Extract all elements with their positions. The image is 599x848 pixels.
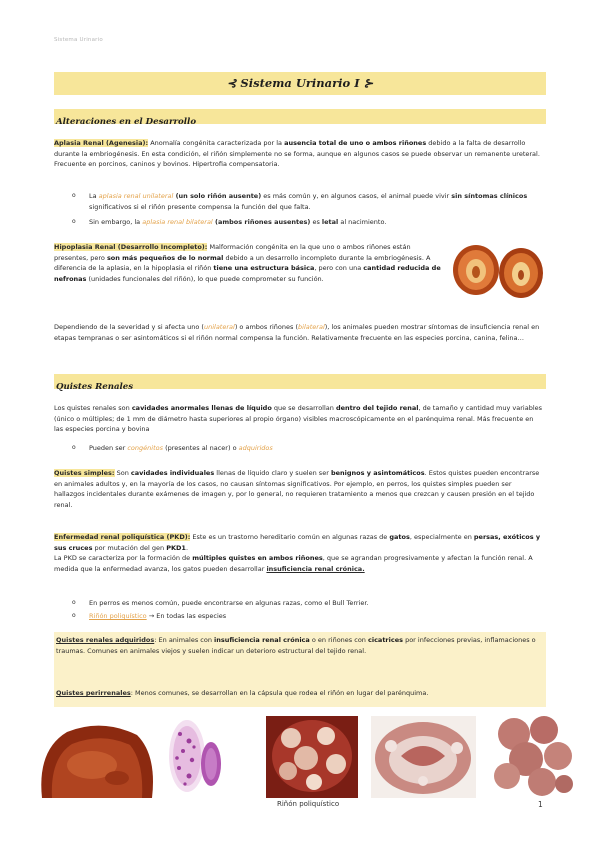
orange-run: adquiridos [238,444,273,452]
orange-run: unilateral [203,323,235,331]
bold-run: insuficiencia renal crónica [214,636,310,644]
callout-box [54,632,546,707]
bold-run: ausencia total de uno o ambos riñones [284,139,427,147]
text-run: ), los animales pueden mostrar síntomas de insuficiencia renal en etapas tempranas o ser asintomáticos si el riñón normal compensa la función. Relativamente frecuente en las especies porcina, canina, felina… [54,323,540,342]
text-run: : Menos comunes, se desarrollan en la cápsula que rodea el riñón en lugar del parénquima. [130,689,429,697]
text-run: significativos si el riñón presente compensa la función del que falta. [89,202,311,211]
term-label: Quistes simples: [54,469,115,477]
pkd-paragraph [54,532,544,575]
bold-run: persas, exóticos y sus cruces [54,533,541,552]
orange-run: aplasia renal bilateral [142,218,213,226]
bold-run: cicatrices [368,636,403,644]
text-run: Anomalía congénita caracterizada por la [148,139,285,147]
text-run: La PKD se caracteriza por la formación de [54,554,193,563]
text-run: es [310,218,322,226]
hypoplastic-kidney-photo [451,242,545,300]
section-header-quistes [54,374,546,392]
text-run: , que se agrandan progresivamente y afectan la función renal. A medida que la enfermedad avanza, los gatos pueden desarrollar [54,554,533,574]
section-header-desarrollo [54,109,546,127]
cyst-kidney-photo [32,720,157,798]
text-run: debido a la falta de desarrollo durante la embriogénesis. En esta condición, el riñón simplemente no se forma, aunque en algunos casos se puede observar un remanente ureteral. Frecuente en porcinos, caninos y bovinos. Hipertrofia compensatoria. [54,139,540,169]
aplasia-paragraph [54,138,544,170]
text-run: debido a un desarrollo incompleto durante la embriogénesis. A diferencia de la aplasia, en la hipoplasia el riñón [54,253,431,273]
cystic-kidney-section-photo [371,716,476,798]
text-run: al nacimiento. [338,218,387,226]
underlined-run: insuficiencia renal crónica. [266,565,365,574]
bullet-icon: o [72,612,76,619]
term-label: Quistes perirrenales [56,689,131,697]
term-label: Hipoplasia Renal (Desarrollo Incompleto): [54,243,208,251]
section-header-text: Alteraciones en el Desarrollo [56,117,197,127]
quistes-paragraph [54,403,544,435]
text-run: (presentes al nacer) o [163,444,239,452]
perirrenales-paragraph [54,688,544,699]
bold-run: letal [321,218,339,226]
bold-run: gatos [389,533,410,541]
page-title-text: ⊰ Sistema Urinario I ⊱ [226,76,374,90]
text-run: , de tamaño y cantidad muy variables (único o múltiples; de 1 mm de diámetro hasta superiores al propio órgano) visibles macroscópicamente en el parénquima renal. Más frecuente en las especies porcina y bovina [54,404,543,434]
bullet-icon: o [72,192,76,199]
list-item [72,598,542,609]
text-run: ) o ambos riñones ( [234,323,299,331]
orange-run: bilateral [298,323,325,331]
text-run: En perros es menos común, puede encontrarse en algunas razas, como el Bull Terrier. [89,599,369,607]
bold-run: cavidades anormales llenas de líquido [131,404,272,412]
bold-run: cantidad reducida de nefronas [54,264,441,284]
text-run: Este es un trastorno hereditario común en algunas razas de [190,533,390,541]
term-label: Aplasia Renal (Agenesia): [54,139,149,147]
text-run: Pueden ser [89,444,128,452]
page-title [54,72,546,95]
polycystic-kidney-photo [266,716,358,798]
text-run: . Estos quistes pueden encontrarse en animales adultos y, en la mayoría de los casos, no causan síntomas significativos. Por ejemplo, en perros, los quistes simples pueden ser hallazgos incidentales durante exámenes de imagen y, por lo general, no requieren tratamiento a menos que crezcan y causen presión en el tejido renal. [54,469,540,510]
list-item [72,217,542,228]
bullet-icon: o [72,444,76,451]
text-run: Dependiendo de la severidad y si afecta uno ( [54,323,204,331]
text-run: La [89,192,99,200]
bold-run: son más pequeños de lo normal [106,253,224,262]
bold-run: PKD1 [166,543,186,552]
text-run: (unidades funcionales del riñón), lo que puede comprometer su función. [86,275,324,284]
text-run: Malformación congénita en la que uno o ambos riñones están presentes, pero [54,243,411,262]
bold-run: dentro del tejido renal [335,404,419,412]
bullet-icon: o [72,218,76,225]
orange-run: aplasia renal unilateral [98,192,174,200]
list-item [72,611,542,622]
text-run: o en riñones con [309,636,368,644]
bold-run: sin síntomas clínicos [451,192,528,200]
figure-caption: Riñón poliquístico [277,800,340,808]
text-run: Los quistes renales son [54,404,132,412]
text-run: Sin embargo, la [89,218,143,226]
text-run: que se desarrollan [271,404,336,412]
bold-run: múltiples quistes en ambos riñones [192,554,323,563]
bullet-icon: o [72,599,76,606]
bold-run: cavidades individuales [130,469,215,477]
text-run: , pero con una [314,264,364,273]
lobulated-kidney-photo [492,714,574,798]
section-header-text: Quistes Renales [56,382,134,392]
term-label: Enfermedad renal poliquística (PKD): [54,533,191,541]
simples-paragraph [54,468,544,511]
bold-run: (ambos riñones ausentes) [212,218,311,226]
list-item [72,443,542,454]
text-run: , especialmente en [409,533,474,541]
text-run: . [185,543,189,552]
histology-kidney-photo [165,716,223,796]
text-run: por mutación del gen [92,543,167,552]
text-run: es más común y, en algunos casos, el animal puede vivir [261,192,452,200]
text-run: → En todas las especies [146,612,227,620]
adquiridos-paragraph [54,635,544,656]
text-run: : En animales con [154,636,215,644]
bold-run: benignos y asintomáticos [330,469,425,477]
hipoplasia-severity-paragraph [54,322,544,343]
hipoplasia-paragraph [54,242,442,285]
page-number: 1 [538,800,543,809]
running-header: Sistema Urinario [54,37,103,43]
list-item [72,191,542,212]
orange-run: congénitos [127,444,163,452]
text-run: Son [114,469,131,477]
bold-run: tiene una estructura básica [213,264,315,273]
orange-run: Riñón poliquístico [89,612,147,620]
term-label: Quistes renales adquiridos [56,636,155,644]
text-run: por infecciones previas, inflamaciones o traumas. Comunes en animales viejos y suelen indicar un deterioro estructural del tejido renal. [56,636,536,655]
text-run: llenas de líquido claro y suelen ser [214,469,331,477]
bold-run: (un solo riñón ausente) [173,192,262,200]
